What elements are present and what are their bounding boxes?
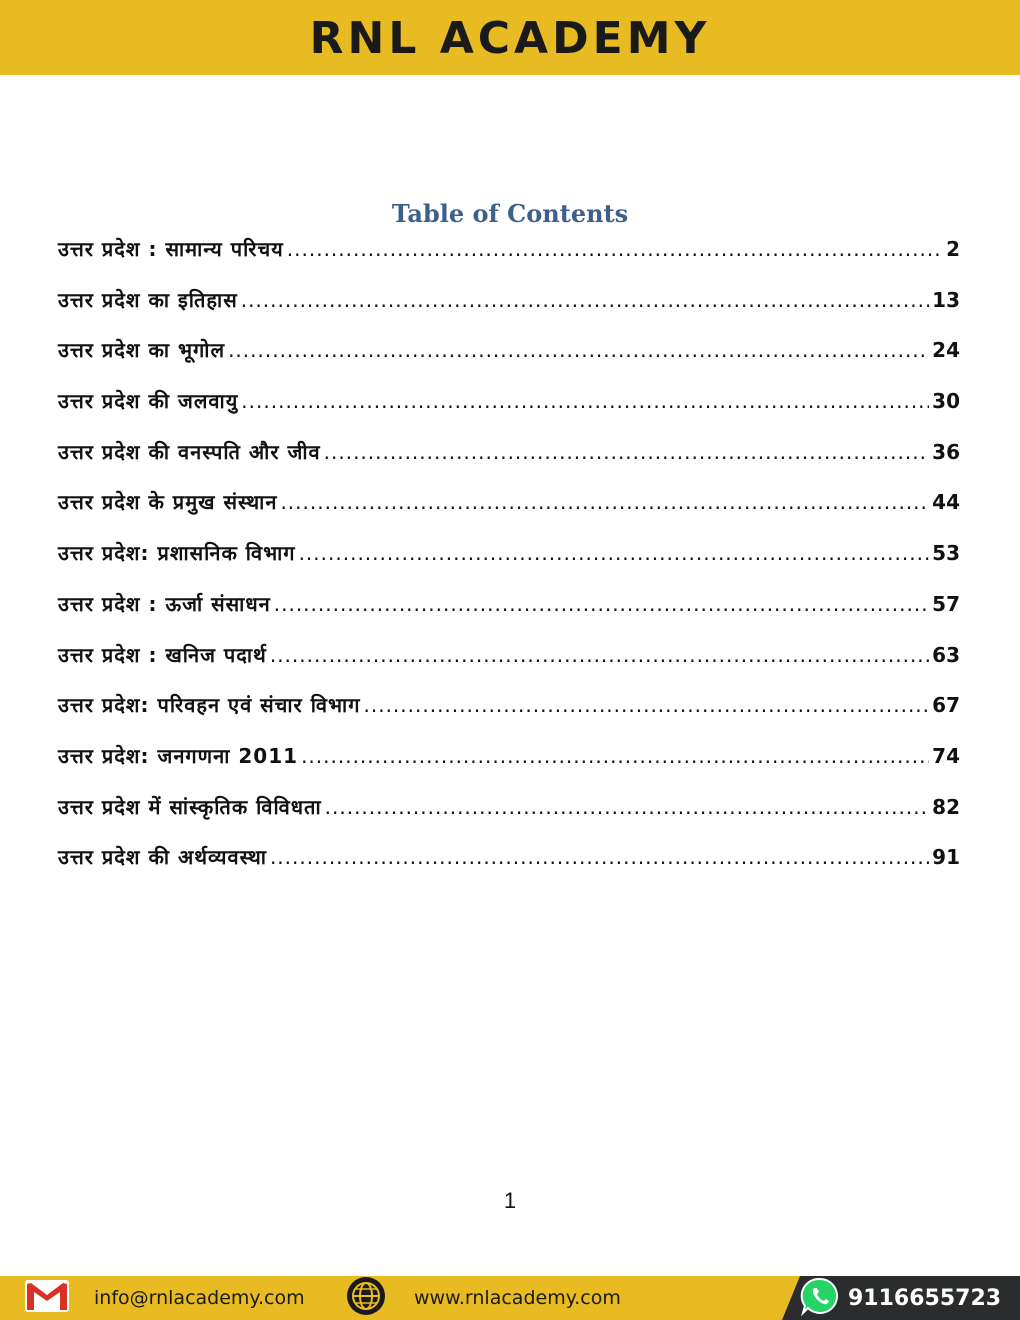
- globe-icon: [344, 1276, 388, 1320]
- phone-link[interactable]: [848, 1276, 1001, 1320]
- toc-entry-title: उत्तर प्रदेश : सामान्य परिचय: [58, 237, 284, 261]
- email-link[interactable]: [94, 1276, 305, 1320]
- toc-entry[interactable]: [58, 843, 960, 894]
- toc-entry[interactable]: [58, 286, 960, 337]
- toc-entry-page: 63: [932, 642, 960, 667]
- toc-entry-page: 24: [932, 338, 960, 363]
- toc-entry-title: उत्तर प्रदेश: परिवहन एवं संचार विभाग: [58, 693, 361, 718]
- toc-entry-page: 82: [932, 794, 960, 819]
- toc-entry-title: उत्तर प्रदेश की जलवायु: [58, 389, 239, 414]
- toc-entry-page: 67: [932, 693, 960, 718]
- dot-leader: [274, 592, 929, 616]
- footer-banner: [0, 1276, 1020, 1320]
- toc-entry-title: उत्तर प्रदेश का इतिहास: [58, 287, 238, 312]
- toc-entry[interactable]: [58, 387, 960, 438]
- page-number: 1: [503, 1188, 517, 1213]
- dot-leader: [287, 237, 943, 261]
- toc-entry-page: 91: [932, 845, 960, 870]
- whatsapp-contact[interactable]: [800, 1276, 840, 1320]
- header-banner: [0, 0, 1020, 75]
- toc-entry-title: उत्तर प्रदेश की वनस्पति और जीव: [58, 439, 321, 464]
- toc-entry[interactable]: [58, 336, 960, 387]
- toc-entry-title: उत्तर प्रदेश का भूगोल: [58, 338, 226, 363]
- toc-entry[interactable]: [58, 438, 960, 489]
- toc-entry-title: उत्तर प्रदेश : ऊर्जा संसाधन: [58, 591, 271, 616]
- toc-entry-page: 57: [932, 591, 960, 616]
- dot-leader: [301, 744, 929, 768]
- toc-entry-title: उत्तर प्रदेश में सांस्कृतिक विविधता: [58, 794, 322, 819]
- toc-entry-page: 53: [932, 541, 960, 566]
- dot-leader: [280, 490, 929, 514]
- dot-leader: [241, 389, 929, 413]
- email-text: info@rnlacademy.com: [94, 1287, 305, 1309]
- toc-entry-title: उत्तर प्रदेश के प्रमुख संस्थान: [58, 490, 278, 515]
- email-contact[interactable]: [24, 1276, 70, 1320]
- academy-title: RNL ACADEMY: [309, 13, 711, 64]
- website-link[interactable]: [414, 1276, 621, 1320]
- toc-entry[interactable]: [58, 539, 960, 590]
- toc-entry[interactable]: [58, 691, 960, 742]
- toc-entry-page: 2: [946, 237, 960, 261]
- toc-entry-title: उत्तर प्रदेश : खनिज पदार्थ: [58, 642, 267, 667]
- toc-entry-page: 36: [932, 439, 960, 464]
- toc-entry[interactable]: [58, 793, 960, 844]
- toc-entry[interactable]: [58, 641, 960, 692]
- dot-leader: [325, 795, 930, 819]
- dot-leader: [324, 440, 930, 464]
- toc-entry-title: उत्तर प्रदेश: जनगणना 2011: [58, 743, 299, 768]
- dot-leader: [270, 845, 929, 869]
- dot-leader: [228, 338, 929, 362]
- dot-leader: [270, 643, 929, 667]
- whatsapp-icon: [800, 1276, 840, 1320]
- dot-leader: [364, 693, 930, 717]
- toc-entry[interactable]: [58, 235, 960, 286]
- phone-number: 9116655723: [848, 1285, 1002, 1311]
- toc-entry[interactable]: [58, 590, 960, 641]
- toc-heading: Table of Contents: [391, 199, 629, 228]
- table-of-contents: [58, 235, 960, 894]
- toc-entry-title: उत्तर प्रदेश: प्रशासनिक विभाग: [58, 541, 296, 566]
- toc-entry-page: 74: [932, 743, 960, 768]
- dot-leader: [241, 288, 929, 312]
- toc-entry[interactable]: [58, 742, 960, 793]
- website-text: www.rnlacademy.com: [414, 1287, 621, 1309]
- gmail-icon: [24, 1279, 70, 1317]
- toc-entry[interactable]: [58, 488, 960, 539]
- website-contact[interactable]: [344, 1276, 388, 1320]
- dot-leader: [299, 541, 930, 565]
- toc-entry-page: 30: [932, 389, 960, 414]
- toc-entry-title: उत्तर प्रदेश की अर्थव्यवस्था: [58, 845, 267, 870]
- toc-entry-page: 44: [932, 490, 960, 515]
- toc-entry-page: 13: [932, 287, 960, 312]
